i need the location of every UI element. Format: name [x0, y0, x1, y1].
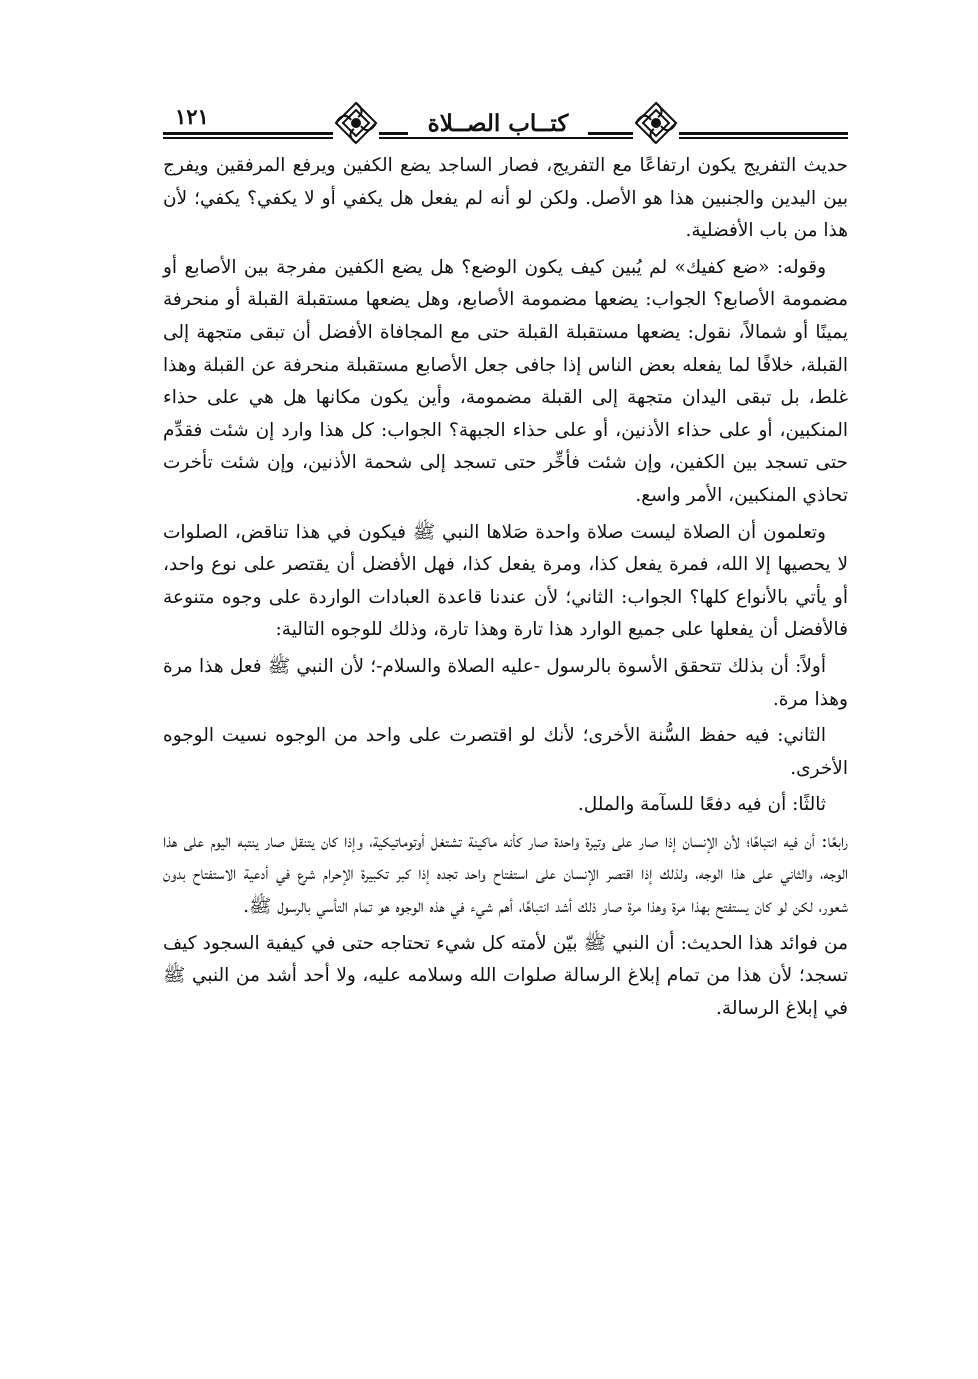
paragraph: حديث التفريج يكون ارتفاعًا مع التفريج، فصار الساجد يضع الكفين ويرفع المرفقين ويفرج بين اليدين والجنبين هذا هو الأصل. ولكن لو أنه لم يفعل هل يكفي أو لا يكفي؟ يكفي؛ لأن هذا من باب الأفضلية.	[163, 155, 848, 242]
paragraph: وقوله: «ضع كفيك» لم يُبين كيف يكون الوضع؟ هل يضع الكفين مفرجة بين الأصابع أو مضمومة الأصابع؟ الجواب: يضعها مضمومة الأصابع، وهل يضعها مستقبلة القبلة أو منحرفة يمينًا أو شمالاً، نقول: يضعها مستقبلة القبلة حتى مع المجافاة الأفضل أن تبقى متجهة إلى القبلة، خلافًا لما يفعله بعض الناس إذا جافى جعل الأصابع مستقبلة منحرفة عن القبلة وهذا غلط، بل تبقى اليدان متجهة إلى القبلة مضمومة، وأين يكون مكانها هل هي على حذاء المنكبين، أو على حذاء الأذنين، أو على حذاء الجبهة؟ الجواب: كل هذا وارد إن شئت فقدِّم حتى تسجد بين الكفين، وإن شئت فأخِّر حتى تسجد إلى شحمة الأذنين، وإن شئت تأخرت تحاذي المنكبين، الأمر واسع.	[163, 256, 848, 506]
page-number: ١٢١	[169, 104, 215, 129]
ornament-icon	[333, 100, 379, 146]
paragraph: وتعلمون أن الصلاة ليست صلاة واحدة صَلاها النبي ﷺ فيكون في هذا تناقض، الصلوات لا يحصيها إلا الله، فمرة يفعل كذا، ومرة يفعل كذا، فهل الأفضل أن يقتصر على نوع واحد، أو يأتي بالأنواع كلها؟ الجواب: الثاني؛ لأن عندنا قاعدة العبادات الواردة على وجوه متنوعة فالأفضل أن يفعلها على جميع الوارد هذا تارة وهذا تارة، وذلك للوجوه التالية:	[163, 521, 848, 641]
paragraph: من فوائد هذا الحديث: أن النبي ﷺ بيّن لأمته كل شيء تحتاجه حتى في كيفية السجود كيف تسجد؛ لأن هذا من تمام إبلاغ الرسالة صلوات الله وسلامه عليه، ولا أحد أشد من النبي ﷺ في إبلاغ الرسالة.	[163, 932, 848, 1019]
paragraph: رابعًا: أن فيه انتباهًا؛ لأن الإنسان إذا صار على وتيرة واحدة صار كأنه ماكينة تشتغل أوتوماتيكية، وإذا كان يتنقل صار ينتبه اليوم على هذا الوجه، والثاني على هذا الوجه، ولذلك إذا اقتصر الإنسان على استفتاح واحد تجده إذا كبر تكبيرة الإحرام شرع في أدعية الاستفتاح بدون شعور، لكن لو كان يستفتح بهذا مرة وهذا مرة صار ذلك أشد انتباهًا، أهم شيء في هذه الوجوه هو تمام التأسي بالرسول ﷺ.	[163, 830, 848, 918]
header-rule-thin	[163, 137, 848, 139]
ornament-icon	[633, 100, 679, 146]
paragraph: أولاً: أن بذلك تتحقق الأسوة بالرسول -عليه الصلاة والسلام-؛ لأن النبي ﷺ فعل هذا مرة وهذا مرة.	[163, 655, 848, 710]
paragraph: الثاني: فيه حفظ السُّنة الأخرى؛ لأنك لو اقتصرت على واحد من الوجوه نسيت الوجوه الأخرى.	[163, 725, 848, 779]
paragraph: ثالثًا: أن فيه دفعًا للسآمة والملل.	[577, 794, 826, 816]
book-title: كتــاب الصــلاة	[408, 110, 588, 137]
page-body	[163, 150, 848, 1029]
page-header	[163, 96, 848, 148]
